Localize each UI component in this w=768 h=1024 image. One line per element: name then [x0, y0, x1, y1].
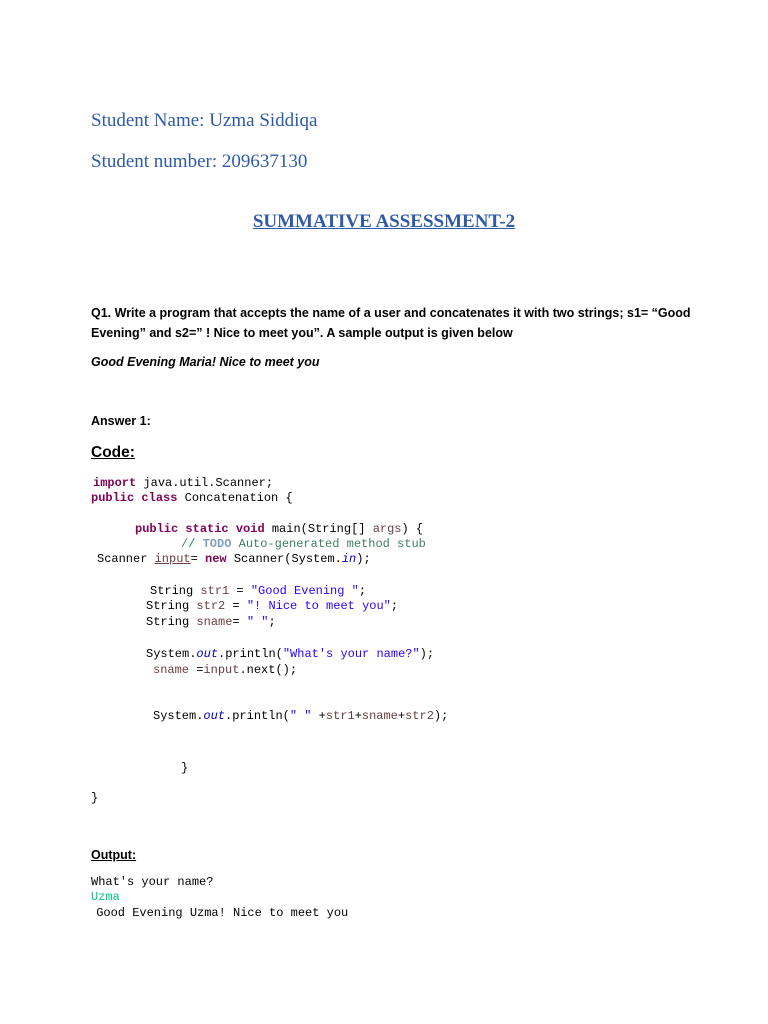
code-text: Concatenation {	[177, 491, 293, 505]
code-text: ;	[268, 615, 276, 629]
output-heading: Output:	[91, 848, 137, 862]
code-line-3	[135, 522, 423, 536]
variable: sname	[153, 663, 190, 677]
code-text: System.	[146, 647, 197, 661]
sample-output: Good Evening Maria! Nice to meet you	[91, 355, 320, 369]
variable: input	[154, 552, 191, 566]
string-literal: " "	[289, 709, 312, 723]
field: out	[196, 647, 219, 661]
variable: sname	[361, 709, 398, 723]
code-text: =	[190, 552, 206, 566]
code-text: =	[232, 615, 247, 629]
code-text: ;	[390, 599, 399, 613]
code-text: .next();	[239, 663, 298, 677]
todo-tag: TODO	[202, 537, 232, 551]
student-number: Student number: 209637130	[91, 151, 308, 172]
code-text: System.	[153, 709, 204, 723]
code-line-12: }	[181, 761, 189, 775]
variable: input	[203, 663, 240, 677]
variable: str2	[405, 709, 434, 723]
code-text: );	[356, 552, 371, 566]
string-literal: "! Nice to meet you"	[246, 599, 391, 613]
code-line-13: }	[91, 791, 99, 805]
keyword: new	[205, 552, 227, 566]
keyword: import	[93, 476, 137, 490]
keyword: class	[141, 491, 178, 505]
code-text: +	[311, 709, 326, 723]
code-heading: Code:	[91, 444, 135, 461]
output-line-1: What's your name?	[91, 875, 214, 889]
code-text: );	[433, 709, 449, 723]
output-line-2: Uzma	[91, 890, 120, 904]
code-text: =	[189, 663, 204, 677]
keyword: void	[235, 522, 265, 536]
keyword: public	[91, 491, 135, 505]
code-text: =	[225, 599, 247, 613]
variable: str2	[196, 599, 226, 613]
keyword: static	[185, 522, 229, 536]
code-line-11	[153, 709, 448, 723]
output-line-3: Good Evening Uzma! Nice to meet you	[89, 906, 349, 920]
keyword: public	[135, 522, 179, 536]
variable: sname	[196, 615, 233, 629]
code-line-6	[150, 584, 366, 598]
code-text: String	[150, 584, 201, 598]
code-text: Scanner(System.	[226, 552, 342, 566]
comment: Auto-generated method stub	[231, 537, 426, 551]
question-line-2: Evening” and s2=” ! Nice to meet you”. A sample output is given below	[91, 326, 513, 340]
code-text: =	[229, 584, 251, 598]
code-line-8	[146, 615, 276, 629]
variable: str1	[200, 584, 230, 598]
code-text: main(String[]	[264, 522, 373, 536]
question-line-1: Q1. Write a program that accepts the name of a user and concatenates it with two strings; s1= “Good	[91, 306, 691, 320]
code-text: .println(	[218, 647, 283, 661]
code-text: java.util.Scanner;	[136, 476, 274, 490]
field: in	[341, 552, 357, 566]
code-line-5	[97, 552, 371, 566]
code-text: ;	[358, 584, 367, 598]
code-text: +	[354, 709, 362, 723]
page-title: SUMMATIVE ASSESSMENT-2	[252, 211, 516, 232]
code-line-1	[93, 476, 273, 490]
code-text: String	[146, 615, 197, 629]
code-text: String	[146, 599, 197, 613]
variable: str1	[325, 709, 355, 723]
answer-label: Answer 1:	[91, 414, 151, 428]
code-text: ) {	[401, 522, 424, 536]
student-name: Student Name: Uzma Siddiqa	[91, 110, 318, 131]
field: out	[203, 709, 226, 723]
code-text: Scanner	[97, 552, 155, 566]
code-line-10	[153, 663, 297, 677]
code-text: );	[419, 647, 435, 661]
code-line-2	[91, 491, 293, 505]
comment: //	[181, 537, 203, 551]
code-text: +	[397, 709, 406, 723]
string-literal: "What's your name?"	[282, 647, 420, 661]
variable: args	[372, 522, 402, 536]
string-literal: "Good Evening "	[250, 584, 359, 598]
code-line-9	[146, 647, 434, 661]
code-line-4	[181, 537, 426, 551]
string-literal: " "	[246, 615, 269, 629]
code-text: .println(	[225, 709, 290, 723]
code-line-7	[146, 599, 398, 613]
